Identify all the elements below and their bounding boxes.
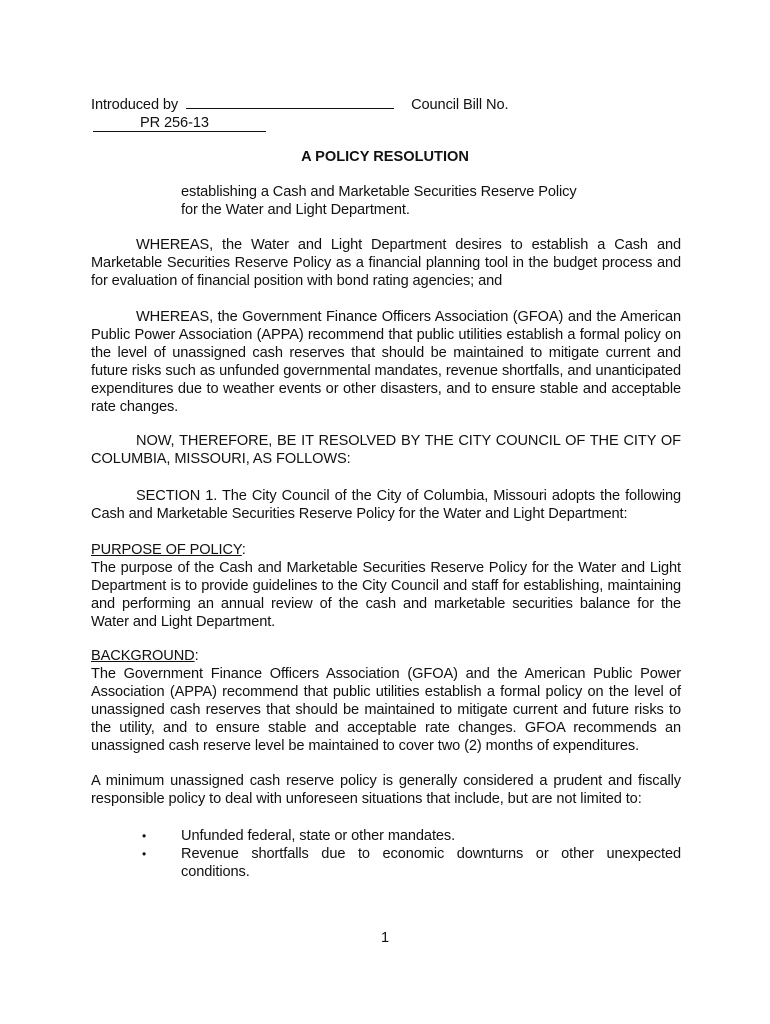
minimum-policy-paragraph: A minimum unassigned cash reserve policy is generally considered a prudent and fiscally responsible policy to deal with unforeseen situations that include, but are not limited to: xyxy=(91,773,681,807)
council-bill-blank xyxy=(93,115,266,132)
background-body: The Government Finance Officers Association (GFOA) and the American Public Power Association (APPA) recommend that public utilities establish a formal policy on the level of unassigned cash reserves that should be maintained to mitigate current and future risks to the utility, and to ensure stable and acceptable rate changes. GFOA recommends an unassigned cash reserve level be maintained to cover two (2) months of expenditures. xyxy=(91,666,681,754)
background-heading: BACKGROUND xyxy=(91,648,195,664)
list-item-text: Unfunded federal, state or other mandates. xyxy=(181,828,456,844)
list-item xyxy=(91,845,681,881)
bullet-icon: • xyxy=(142,847,147,861)
whereas-paragraph-1: WHEREAS, the Water and Light Department desires to establish a Cash and Marketable Securities Reserve Policy as a financial planning tool in the budget process and for evaluation of financial position with bond rating agencies; and xyxy=(91,237,681,289)
purpose-heading-colon: : xyxy=(241,542,246,558)
background-heading-line xyxy=(91,647,681,665)
background-section xyxy=(91,647,681,755)
purpose-heading: PURPOSE OF POLICY xyxy=(91,542,242,558)
bullet-list xyxy=(91,827,681,881)
list-item-text: Revenue shortfalls due to economic downturns or other unexpected conditions. xyxy=(181,846,681,880)
subtitle-line-1: establishing a Cash and Marketable Securities Reserve Policy xyxy=(181,184,577,200)
whereas-paragraph-2: WHEREAS, the Government Finance Officers Association (GFOA) and the American Public Power Association (APPA) recommend that public utilities establish a formal policy on the level of unassigned cash reserves that should be maintained to mitigate current and future risks such as unfunded governmental mandates, revenue shortfalls, and unanticipated expenditures due to weather events or other disasters, and to ensure stable and acceptable rate changes. xyxy=(91,309,681,415)
now-therefore-paragraph: NOW, THEREFORE, BE IT RESOLVED BY THE CITY COUNCIL OF THE CITY OF COLUMBIA, MISSOURI, AS FOLLOWS: xyxy=(91,433,681,467)
purpose-body: The purpose of the Cash and Marketable Securities Reserve Policy for the Water and Light Department is to provide guidelines to the City Council and staff for establishing, maintaining and performing an annual review of the cash and marketable securities balance for the Water and Light Department. xyxy=(91,560,681,630)
document-title: A POLICY RESOLUTION xyxy=(301,149,469,165)
introduced-by-blank xyxy=(186,92,394,109)
council-bill-label: Council Bill No. xyxy=(411,97,509,113)
background-heading-colon: : xyxy=(194,648,199,664)
introduced-by-label: Introduced by xyxy=(91,97,179,113)
list-item xyxy=(91,827,681,845)
subtitle-line-2: for the Water and Light Department. xyxy=(181,202,410,218)
section-1-paragraph: SECTION 1. The City Council of the City of Columbia, Missouri adopts the following Cash and Marketable Securities Reserve Policy for the Water and Light Department: xyxy=(91,488,681,522)
bullet-icon: • xyxy=(142,829,147,843)
page-number: 1 xyxy=(380,930,390,946)
header-line xyxy=(91,92,681,131)
document-subtitle xyxy=(181,183,621,219)
council-bill-number: PR 256-13 xyxy=(140,115,209,131)
purpose-heading-line xyxy=(91,541,681,559)
purpose-section xyxy=(91,541,681,631)
